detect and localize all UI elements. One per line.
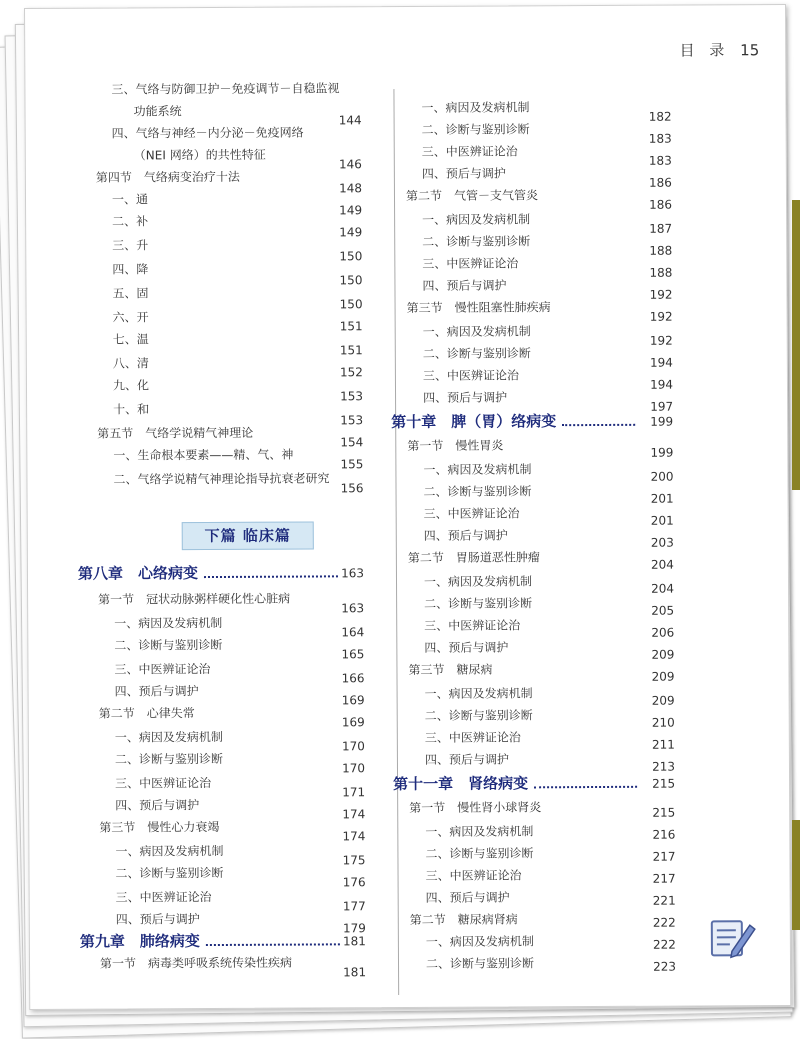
toc-item: 一、病因及发病机制 [425,686,533,701]
toc-page-number: 192 [633,334,673,348]
toc-item: （NEI 网络）的共性特征 [134,148,266,163]
toc-item: 四、预后与调护 [116,912,200,926]
toc-page-number: 170 [325,739,365,753]
toc-page-number: 179 [326,921,366,935]
page-edge [792,820,800,930]
toc-page-number: 206 [634,626,674,640]
toc-page-number: 209 [634,648,674,662]
toc-item: 四、预后与调护 [424,640,508,654]
toc-dot-leader [534,786,637,789]
toc-item: 二、诊断与鉴别诊断 [115,752,223,767]
toc-section: 第三节 糖尿病 [408,663,492,677]
toc-page-number: 169 [325,693,365,707]
toc-page-number: 223 [636,960,676,974]
page-edge [792,200,800,490]
toc-page-number: 194 [633,356,673,370]
toc-dot-leader [562,424,635,426]
toc-item: 四、预后与调护 [425,752,509,766]
toc-page-number: 148 [322,181,362,195]
toc-page-number: 209 [634,670,674,684]
toc-item: 七、温 [113,332,149,346]
toc-item: 二、诊断与鉴别诊断 [115,866,223,881]
toc-page-number: 176 [326,875,366,889]
toc-page-number: 188 [632,266,672,280]
toc-item: 四、预后与调护 [422,278,506,292]
toc-item: 二、诊断与鉴别诊断 [425,846,533,861]
toc-page-number: 209 [635,694,675,708]
toc-section: 第二节 胃肠道恶性肿瘤 [408,550,540,565]
toc-page-number: 201 [634,514,674,528]
toc-section: 第一节 慢性肾小球肾炎 [409,800,541,815]
toc-item: 三、中医辨证论治 [424,506,520,521]
toc-item: 二、诊断与鉴别诊断 [114,638,222,653]
toc-section: 第一节 慢性胃炎 [407,438,503,453]
toc-item: 二、诊断与鉴别诊断 [424,484,532,499]
toc-page-number: 151 [323,319,363,333]
toc-page-number: 194 [633,378,673,392]
toc-item: 二、诊断与鉴别诊断 [424,596,532,611]
toc-section: 第五节 气络学说精气神理论 [97,426,253,441]
toc-page-number: 199 [633,446,673,460]
toc-page-number: 205 [634,604,674,618]
toc-item: 四、气络与神经－内分泌－免疫网络 [112,126,304,141]
toc-page-number: 187 [632,222,672,236]
toc-page-number: 151 [323,343,363,357]
toc-section: 第一节 病毒类呼吸系统传染性疾病 [100,956,292,971]
toc-item: 三、中医辨证论治 [114,662,210,677]
toc-item: 一、病因及发病机制 [422,212,530,227]
toc-item: 三、中医辨证论治 [425,730,521,745]
toc-page-number: 153 [323,389,363,403]
toc-chapter: 第九章 肺络病变 [80,932,200,951]
toc-item: 三、中医辨证论治 [424,618,520,633]
toc-item: 二、诊断与鉴别诊断 [422,234,530,249]
toc-page-number: 204 [634,558,674,572]
toc-page-number: 213 [635,760,675,774]
toc-section: 第三节 慢性心力衰竭 [99,820,219,835]
toc-page-number: 211 [635,738,675,752]
toc-page-number: 216 [635,828,675,842]
toc-page-number: 174 [325,829,365,843]
toc-item: 功能系统 [134,104,182,118]
toc-item: 二、诊断与鉴别诊断 [426,956,534,971]
toc-item: 一、生命根本要素——精、气、神 [113,448,293,463]
toc-item: 四、预后与调护 [422,166,506,180]
toc-page-number: 150 [322,273,362,287]
toc-page-number: 175 [325,853,365,867]
toc-page-number: 153 [323,413,363,427]
toc-item: 一、病因及发病机制 [114,616,222,631]
toc-page-number: 192 [632,288,672,302]
toc-page-number: 150 [322,249,362,263]
right-column [25,5,785,9]
toc-page-number: 183 [632,154,672,168]
left-column [25,5,785,9]
part-title: 下篇 临床篇 [182,521,314,550]
toc-page-number: 155 [323,457,363,471]
toc-page-number: 192 [633,310,673,324]
toc-section: 第三节 慢性阻塞性肺疾病 [407,300,551,315]
toc-page-number: 156 [323,481,363,495]
toc-page-number: 183 [632,132,672,146]
toc-page-number: 163 [324,601,364,615]
toc-page-number: 215 [635,806,675,820]
toc-item: 一、病因及发病机制 [426,934,534,949]
toc-section: 第二节 心律失常 [99,706,195,721]
toc-page-number: 152 [323,365,363,379]
toc-page-number: 204 [634,582,674,596]
toc-page-number: 164 [324,625,364,639]
toc-section: 第二节 气管－支气管炎 [406,188,538,203]
page-header [680,39,760,60]
toc-chapter-page-number: 215 [635,777,675,791]
toc-page-number: 149 [322,203,362,217]
toc-section: 第一节 冠状动脉粥样硬化性心脏病 [98,592,290,607]
toc-page-number: 146 [322,157,362,171]
toc-page-number: 217 [636,872,676,886]
toc-item: 二、诊断与鉴别诊断 [425,708,533,723]
toc-item: 三、气络与防御卫护－免疫调节－自稳监视 [111,81,339,96]
toc-page-number: 200 [633,470,673,484]
header-page-number: 15 [740,41,759,59]
toc-page-number: 170 [325,761,365,775]
toc-item: 四、预后与调护 [424,528,508,542]
toc-item: 一、病因及发病机制 [423,324,531,339]
toc-chapter: 第十一章 肾络病变 [393,774,528,793]
toc-page-number: 144 [322,113,362,127]
toc-item: 三、中医辨证论治 [422,256,518,271]
toc-chapter-page-number: 163 [324,566,364,580]
toc-chapter-page-number: 181 [326,934,366,948]
toc-page-number: 182 [632,110,672,124]
toc-dot-leader [206,943,340,946]
toc-section: 第二节 糖尿病肾病 [410,912,518,927]
toc-item: 八、清 [113,356,149,370]
toc-item: 四、预后与调护 [426,890,510,904]
toc-item: 一、病因及发病机制 [424,574,532,589]
toc-page-number: 186 [632,198,672,212]
toc-item: 三、升 [112,238,148,252]
toc-page-number: 150 [323,297,363,311]
toc-page-number: 154 [323,435,363,449]
toc-section: 第四节 气络病变治疗十法 [96,170,240,185]
toc-item: 五、固 [112,286,148,300]
toc-chapter: 第十章 脾（胃）络病变 [391,412,556,431]
toc-item: 二、补 [112,214,148,228]
toc-item: 三、中医辨证论治 [423,368,519,383]
toc-page-number: 201 [634,492,674,506]
toc-page [24,4,791,1010]
toc-item: 二、诊断与鉴别诊断 [422,122,530,137]
toc-page-number: 174 [325,807,365,821]
notepad-pencil-icon [710,917,756,959]
toc-dot-leader [204,575,338,578]
toc-page-number: 186 [632,176,672,190]
toc-item: 三、中医辨证论治 [426,868,522,883]
toc-item: 四、预后与调护 [423,390,507,404]
toc-item: 四、预后与调护 [115,798,199,812]
toc-item: 四、降 [112,262,148,276]
toc-page-number: 221 [636,894,676,908]
toc-item: 九、化 [113,378,149,392]
toc-item: 一、病因及发病机制 [421,100,529,115]
toc-page-number: 222 [636,938,676,952]
toc-item: 一、病因及发病机制 [115,730,223,745]
toc-chapter: 第八章 心络病变 [78,564,198,583]
toc-page-number: 177 [326,899,366,913]
toc-item: 一、病因及发病机制 [423,462,531,477]
toc-item: 二、诊断与鉴别诊断 [423,346,531,361]
toc-item: 三、中医辨证论治 [422,144,518,159]
toc-page-number: 210 [635,716,675,730]
toc-page-number: 203 [634,536,674,550]
toc-page-number: 166 [324,671,364,685]
toc-page-number: 181 [326,965,366,979]
toc-item: 四、预后与调护 [115,684,199,698]
toc-chapter-page-number: 199 [633,415,673,429]
toc-page-number: 169 [325,715,365,729]
toc-page-number: 188 [632,244,672,258]
toc-item: 三、中医辨证论治 [115,776,211,791]
toc-item: 一、病因及发病机制 [425,824,533,839]
toc-page-number: 165 [324,647,364,661]
column-divider [393,89,399,995]
header-title: 目 录 [680,41,730,59]
toc-item: 一、病因及发病机制 [115,844,223,859]
toc-item: 一、通 [112,192,148,206]
toc-page-number: 217 [635,850,675,864]
toc-item: 十、和 [113,402,149,416]
toc-item: 二、气络学说精气神理论指导抗衰老研究 [113,471,329,486]
toc-page-number: 171 [325,785,365,799]
toc-page-number: 149 [322,225,362,239]
toc-page-number: 197 [633,400,673,414]
toc-page-number: 222 [636,916,676,930]
toc-item: 三、中医辨证论治 [116,890,212,905]
toc-item: 六、开 [113,310,149,324]
